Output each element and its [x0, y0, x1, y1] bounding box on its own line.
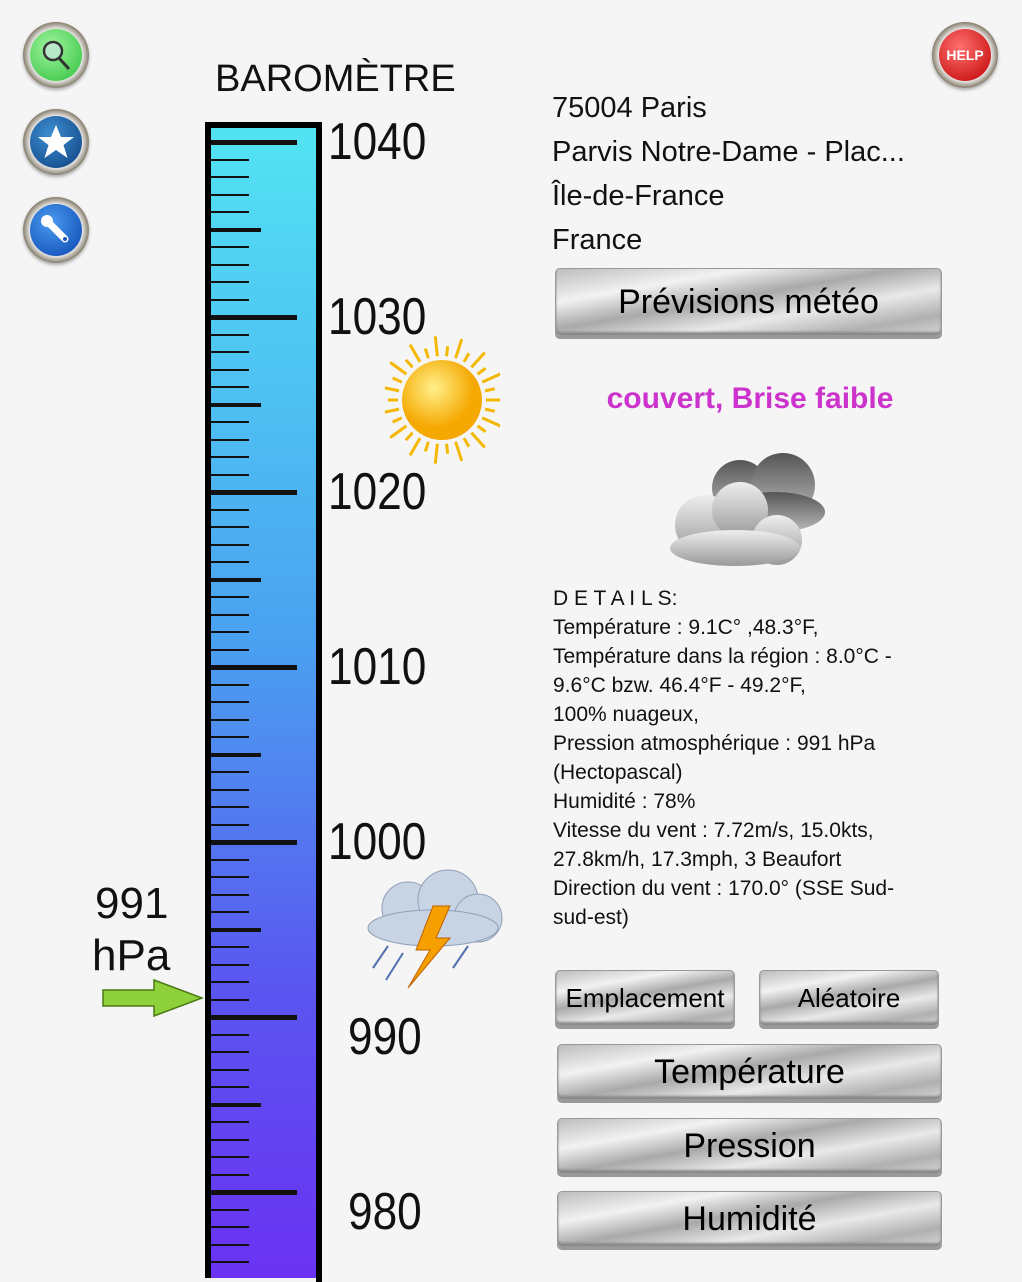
- detail-line: 9.6°C bzw. 46.4°F - 49.2°F,: [553, 674, 806, 697]
- gauge-tick: [211, 631, 249, 633]
- gauge-tick: [211, 1244, 249, 1246]
- gauge-tick: [211, 684, 249, 686]
- sun-ray: [410, 438, 420, 455]
- gauge-tick: [211, 928, 261, 932]
- gauge-tick: [211, 264, 249, 266]
- favorites-button[interactable]: [23, 109, 89, 175]
- sun-icon: [385, 330, 500, 470]
- detail-line: Pression atmosphérique : 991 hPa: [553, 732, 876, 755]
- sun-ray: [471, 433, 484, 448]
- weather-condition: couvert, Brise faible: [606, 382, 894, 415]
- sun-ray: [390, 362, 406, 374]
- gauge-tick: [211, 946, 249, 948]
- detail-line: sud-est): [553, 906, 629, 929]
- gauge-tick: [211, 1051, 249, 1053]
- sun-ray: [425, 349, 428, 359]
- postal-city: 75004 Paris: [552, 92, 707, 124]
- gauge-label: 1020: [328, 463, 427, 521]
- help-label: HELP: [946, 47, 984, 63]
- gauge-tick: [211, 665, 297, 670]
- gauge-label: 990: [348, 1008, 422, 1066]
- region: Île-de-France: [552, 180, 725, 212]
- sun-ray: [456, 339, 462, 358]
- gauge-tick: [211, 911, 249, 913]
- location-button[interactable]: Emplacement: [555, 970, 735, 1026]
- gauge-tick: [211, 1139, 249, 1141]
- gauge-tick: [211, 299, 249, 301]
- sun-ray: [425, 442, 428, 452]
- detail-line: D E T A I L S:: [553, 587, 678, 610]
- random-button[interactable]: Aléatoire: [759, 970, 939, 1026]
- gauge-tick: [211, 578, 261, 582]
- gauge-tick: [211, 176, 249, 178]
- gauge-tick: [211, 1069, 249, 1071]
- gauge-tick: [211, 561, 249, 563]
- country: France: [552, 224, 643, 256]
- barometer-gauge: [205, 122, 322, 1278]
- detail-line: 100% nuageux,: [553, 703, 699, 726]
- settings-button[interactable]: [23, 197, 89, 263]
- sun-ray: [406, 433, 413, 440]
- gauge-tick: [211, 403, 261, 407]
- gauge-label: 1010: [328, 638, 427, 696]
- sun-ray: [435, 336, 437, 356]
- gauge-label: 1000: [328, 813, 427, 871]
- sun-ray: [435, 444, 437, 464]
- gauge-tick: [211, 246, 249, 248]
- current-pressure-value: 991: [95, 879, 169, 928]
- sun-ray: [485, 409, 495, 411]
- gauge-tick: [211, 824, 249, 826]
- gauge-tick: [211, 789, 249, 791]
- pressure-button[interactable]: Pression: [557, 1118, 942, 1174]
- sun-ray: [393, 418, 402, 422]
- sun-ray: [390, 426, 406, 438]
- humidity-button[interactable]: Humidité: [557, 1191, 942, 1247]
- storm-cloud-icon: [358, 868, 508, 993]
- temperature-button[interactable]: Température: [557, 1044, 942, 1100]
- gauge-tick: [211, 421, 249, 423]
- gauge-tick: [211, 281, 249, 283]
- gauge-tick: [211, 369, 249, 371]
- gauge-tick: [211, 315, 297, 320]
- forecast-button[interactable]: Prévisions météo: [555, 268, 942, 336]
- gauge-label: 1030: [328, 288, 427, 346]
- sun-ray: [482, 374, 500, 382]
- gauge-tick: [211, 351, 249, 353]
- sun-ray: [406, 360, 413, 367]
- detail-line: 27.8km/h, 17.3mph, 3 Beaufort: [553, 848, 842, 871]
- gauge-tick: [211, 1226, 249, 1228]
- sun-ray: [482, 418, 500, 426]
- gauge-tick: [211, 1086, 249, 1088]
- sun-ray: [478, 368, 486, 374]
- gauge-tick: [211, 1209, 249, 1211]
- gauge-tick: [211, 1103, 261, 1107]
- sun-ray: [478, 426, 486, 432]
- gauge-tick: [211, 894, 249, 896]
- sun-ray: [464, 353, 469, 362]
- gauge-tick: [211, 1174, 249, 1176]
- gauge-tick: [211, 1034, 249, 1036]
- detail-line: Température dans la région : 8.0°C -: [553, 645, 892, 668]
- sun-ray: [464, 438, 469, 447]
- current-pressure-unit: hPa: [92, 931, 171, 980]
- sun-ray: [385, 409, 399, 413]
- detail-line: Direction du vent : 170.0° (SSE Sud-: [553, 877, 895, 900]
- detail-line: Température : 9.1C° ,48.3°F,: [553, 616, 819, 639]
- gauge-tick: [211, 509, 249, 511]
- gauge-tick: [211, 1121, 249, 1123]
- gauge-tick: [211, 439, 249, 441]
- detail-line: Humidité : 78%: [553, 790, 696, 813]
- wrench-icon: [30, 204, 82, 256]
- gauge-label: 1040: [328, 113, 427, 171]
- gauge-tick: [211, 1015, 297, 1020]
- gauge-tick: [211, 1156, 249, 1158]
- gauge-tick: [211, 840, 297, 845]
- gauge-tick: [211, 474, 249, 476]
- gauge-tick: [211, 194, 249, 196]
- gauge-tick: [211, 211, 249, 213]
- current-pressure-readout: [92, 878, 170, 982]
- gauge-tick: [211, 771, 249, 773]
- gauge-tick: [211, 1261, 249, 1263]
- gauge-tick: [211, 806, 249, 808]
- gauge-tick: [211, 544, 249, 546]
- gauge-tick: [211, 981, 249, 983]
- gauge-tick: [211, 228, 261, 232]
- sun-ray: [410, 345, 420, 362]
- pointer-arrow-icon: [102, 978, 206, 1018]
- sun-ray: [485, 389, 495, 391]
- gauge-tick: [211, 964, 249, 966]
- gauge-tick: [211, 386, 249, 388]
- gauge-label: 980: [348, 1183, 422, 1241]
- detail-line: (Hectopascal): [553, 761, 683, 784]
- location-address: [552, 86, 905, 262]
- gauge-tick: [211, 719, 249, 721]
- gauge-tick: [211, 1190, 297, 1195]
- gauge-tick: [211, 334, 249, 336]
- gauge-tick: [211, 596, 249, 598]
- gauge-tick: [211, 614, 249, 616]
- gauge-tick: [211, 701, 249, 703]
- gauge-tick: [211, 159, 249, 161]
- sun-ray: [393, 378, 402, 382]
- sun-ray: [456, 442, 462, 461]
- help-button[interactable]: [932, 22, 998, 88]
- weather-details: [553, 584, 894, 932]
- gauge-tick: [211, 490, 297, 495]
- gauge-tick: [211, 876, 249, 878]
- star-icon: [30, 116, 82, 168]
- street: Parvis Notre-Dame - Plac...: [552, 136, 905, 168]
- gauge-tick: [211, 859, 249, 861]
- gauge-tick: [211, 456, 249, 458]
- search-button[interactable]: [23, 22, 89, 88]
- gauge-tick: [211, 753, 261, 757]
- gauge-tick: [211, 140, 297, 145]
- gauge-tick: [211, 999, 249, 1001]
- detail-line: Vitesse du vent : 7.72m/s, 15.0kts,: [553, 819, 874, 842]
- sun-ray: [447, 346, 448, 356]
- sun-ray: [447, 444, 448, 454]
- gauge-tick: [211, 649, 249, 651]
- gauge-tick: [211, 526, 249, 528]
- cloud-icon: [665, 450, 830, 570]
- sun-ray: [471, 352, 484, 367]
- gauge-tick: [211, 736, 249, 738]
- magnifier-icon: [30, 29, 82, 81]
- sun-ray: [385, 387, 399, 391]
- page-title: BAROMÈTRE: [215, 58, 456, 100]
